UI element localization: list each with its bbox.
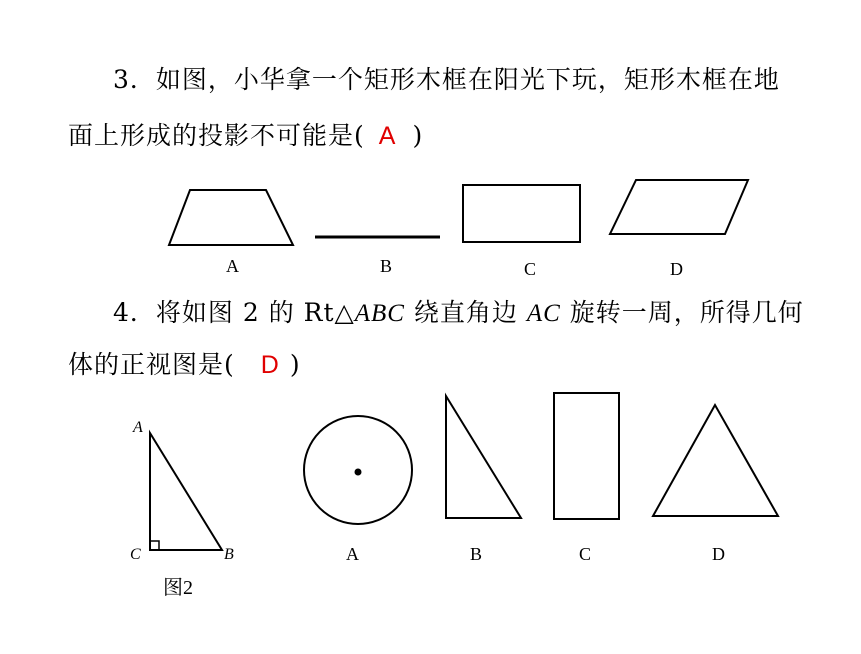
q3-label-a: A [226,256,239,276]
fig2-vertex-c: C [130,546,141,563]
fig2-vertex-a: A [133,419,143,436]
q3-line-1: 3．如图，小华拿一个矩形木框在阳光下玩，矩形木框在地 [113,65,780,94]
fig2-right-angle-mark [150,541,159,550]
q4-option-c-rectangle [554,393,619,519]
q4-label-d: D [712,544,725,564]
q4-option-a-center-dot [355,469,362,476]
q4-text-part-3: 旋转一周，所得几何 [560,298,804,327]
q4-label-a: A [346,544,359,564]
q3-close-paren: ) [412,121,424,150]
fig2-caption: 图2 [163,577,193,599]
q3-answer: A [378,122,397,150]
q3-label-c: C [524,259,537,279]
q3-label-b: B [380,256,393,276]
q4-label-c: C [579,544,592,564]
q4-text-part-1: 4．将如图 2 的 Rt△ [113,298,355,327]
q4-close-paren: ) [289,350,301,379]
q4-option-d-triangle [653,405,778,516]
q4-answer: D [260,351,280,379]
q4-label-b: B [470,544,483,564]
q4-side-name: AC [526,300,561,327]
q4-stem-end: 体的正视图是( [68,350,235,379]
q4-option-b-triangle [446,396,521,518]
q3-stem-end: 面上形成的投影不可能是( [68,121,365,150]
fig2-vertex-b: B [224,546,234,563]
q4-text-part-2: 绕直角边 [404,298,527,327]
fig2-right-triangle [150,433,222,550]
q4-triangle-name: ABC [354,300,405,327]
q3-label-d: D [670,259,683,279]
